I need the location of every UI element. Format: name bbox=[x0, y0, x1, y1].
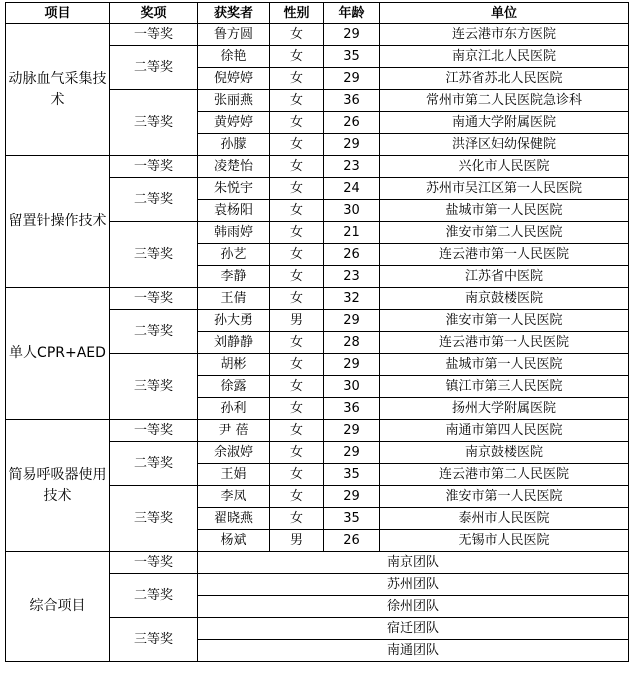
gender-cell: 女 bbox=[270, 178, 324, 200]
winner-name-cell: 鲁方圆 bbox=[198, 24, 270, 46]
project-name-cell: 留置针操作技术 bbox=[6, 156, 110, 288]
unit-cell: 无锡市人民医院 bbox=[380, 530, 629, 552]
unit-cell: 连云港市第一人民医院 bbox=[380, 332, 629, 354]
unit-cell: 连云港市第一人民医院 bbox=[380, 244, 629, 266]
unit-cell: 南京鼓楼医院 bbox=[380, 288, 629, 310]
age-cell: 36 bbox=[324, 398, 380, 420]
award-level-cell: 二等奖 bbox=[110, 442, 198, 486]
award-level-cell: 三等奖 bbox=[110, 618, 198, 662]
winner-name-cell: 孙大勇 bbox=[198, 310, 270, 332]
gender-cell: 女 bbox=[270, 442, 324, 464]
gender-cell: 女 bbox=[270, 200, 324, 222]
unit-cell: 泰州市人民医院 bbox=[380, 508, 629, 530]
award-level-cell: 一等奖 bbox=[110, 156, 198, 178]
gender-cell: 女 bbox=[270, 354, 324, 376]
unit-cell: 镇江市第三人民医院 bbox=[380, 376, 629, 398]
project-name-cell: 综合项目 bbox=[6, 552, 110, 662]
age-cell: 26 bbox=[324, 112, 380, 134]
table-row bbox=[6, 24, 629, 46]
gender-cell: 女 bbox=[270, 266, 324, 288]
age-cell: 24 bbox=[324, 178, 380, 200]
winner-name-cell: 杨斌 bbox=[198, 530, 270, 552]
unit-cell: 盐城市第一人民医院 bbox=[380, 200, 629, 222]
table-row bbox=[6, 420, 629, 442]
winner-name-cell: 李凤 bbox=[198, 486, 270, 508]
unit-cell: 洪泽区妇幼保健院 bbox=[380, 134, 629, 156]
winner-name-cell: 徐露 bbox=[198, 376, 270, 398]
header-age: 年龄 bbox=[324, 3, 380, 24]
unit-cell: 淮安市第一人民医院 bbox=[380, 310, 629, 332]
unit-cell: 盐城市第一人民医院 bbox=[380, 354, 629, 376]
age-cell: 21 bbox=[324, 222, 380, 244]
age-cell: 23 bbox=[324, 156, 380, 178]
winner-name-cell: 黄婷婷 bbox=[198, 112, 270, 134]
award-level-cell: 二等奖 bbox=[110, 178, 198, 222]
unit-cell: 常州市第二人民医院急诊科 bbox=[380, 90, 629, 112]
project-name-cell: 动脉血气采集技术 bbox=[6, 24, 110, 156]
gender-cell: 女 bbox=[270, 420, 324, 442]
project-name-cell: 简易呼吸器使用技术 bbox=[6, 420, 110, 552]
gender-cell: 女 bbox=[270, 68, 324, 90]
header-award: 奖项 bbox=[110, 3, 198, 24]
award-level-cell: 三等奖 bbox=[110, 354, 198, 420]
gender-cell: 女 bbox=[270, 288, 324, 310]
project-name-cell: 单人CPR+AED bbox=[6, 288, 110, 420]
gender-cell: 女 bbox=[270, 24, 324, 46]
winner-name-cell: 韩雨婷 bbox=[198, 222, 270, 244]
age-cell: 35 bbox=[324, 508, 380, 530]
award-level-cell: 一等奖 bbox=[110, 24, 198, 46]
age-cell: 29 bbox=[324, 68, 380, 90]
table-body bbox=[6, 24, 629, 662]
award-level-cell: 一等奖 bbox=[110, 288, 198, 310]
winner-name-cell: 朱悦宇 bbox=[198, 178, 270, 200]
gender-cell: 女 bbox=[270, 508, 324, 530]
unit-cell: 江苏省苏北人民医院 bbox=[380, 68, 629, 90]
age-cell: 30 bbox=[324, 200, 380, 222]
award-level-cell: 三等奖 bbox=[110, 222, 198, 288]
age-cell: 29 bbox=[324, 354, 380, 376]
winner-name-cell: 凌楚怡 bbox=[198, 156, 270, 178]
unit-cell: 苏州市吴江区第一人民医院 bbox=[380, 178, 629, 200]
gender-cell: 女 bbox=[270, 46, 324, 68]
gender-cell: 女 bbox=[270, 464, 324, 486]
unit-cell: 南京鼓楼医院 bbox=[380, 442, 629, 464]
gender-cell: 女 bbox=[270, 332, 324, 354]
award-level-cell: 三等奖 bbox=[110, 486, 198, 552]
header-unit: 单位 bbox=[380, 3, 629, 24]
winner-name-cell: 刘静静 bbox=[198, 332, 270, 354]
age-cell: 29 bbox=[324, 24, 380, 46]
gender-cell: 女 bbox=[270, 156, 324, 178]
winner-name-cell: 孙利 bbox=[198, 398, 270, 420]
table-row bbox=[6, 552, 629, 574]
award-level-cell: 二等奖 bbox=[110, 46, 198, 90]
winner-name-cell: 李静 bbox=[198, 266, 270, 288]
age-cell: 35 bbox=[324, 464, 380, 486]
age-cell: 26 bbox=[324, 530, 380, 552]
header-winner: 获奖者 bbox=[198, 3, 270, 24]
winner-name-cell: 倪婷婷 bbox=[198, 68, 270, 90]
awards-table bbox=[5, 2, 629, 662]
gender-cell: 女 bbox=[270, 222, 324, 244]
unit-cell: 淮安市第一人民医院 bbox=[380, 486, 629, 508]
header-project: 项目 bbox=[6, 3, 110, 24]
table-row bbox=[6, 156, 629, 178]
gender-cell: 男 bbox=[270, 310, 324, 332]
gender-cell: 女 bbox=[270, 244, 324, 266]
team-name-cell: 苏州团队 bbox=[198, 574, 629, 596]
unit-cell: 南通市第四人民医院 bbox=[380, 420, 629, 442]
age-cell: 29 bbox=[324, 442, 380, 464]
team-name-cell: 南通团队 bbox=[198, 640, 629, 662]
age-cell: 29 bbox=[324, 420, 380, 442]
winner-name-cell: 袁杨阳 bbox=[198, 200, 270, 222]
age-cell: 30 bbox=[324, 376, 380, 398]
header-row bbox=[6, 3, 629, 24]
gender-cell: 女 bbox=[270, 112, 324, 134]
gender-cell: 女 bbox=[270, 376, 324, 398]
winner-name-cell: 王娟 bbox=[198, 464, 270, 486]
team-name-cell: 宿迁团队 bbox=[198, 618, 629, 640]
unit-cell: 扬州大学附属医院 bbox=[380, 398, 629, 420]
age-cell: 36 bbox=[324, 90, 380, 112]
unit-cell: 南通大学附属医院 bbox=[380, 112, 629, 134]
winner-name-cell: 孙艺 bbox=[198, 244, 270, 266]
winner-name-cell: 孙朦 bbox=[198, 134, 270, 156]
age-cell: 29 bbox=[324, 486, 380, 508]
gender-cell: 女 bbox=[270, 134, 324, 156]
winner-name-cell: 尹 蓓 bbox=[198, 420, 270, 442]
award-level-cell: 三等奖 bbox=[110, 90, 198, 156]
winner-name-cell: 王倩 bbox=[198, 288, 270, 310]
gender-cell: 女 bbox=[270, 486, 324, 508]
winner-name-cell: 胡彬 bbox=[198, 354, 270, 376]
age-cell: 29 bbox=[324, 134, 380, 156]
award-level-cell: 一等奖 bbox=[110, 420, 198, 442]
award-level-cell: 二等奖 bbox=[110, 310, 198, 354]
table-row bbox=[6, 288, 629, 310]
team-name-cell: 徐州团队 bbox=[198, 596, 629, 618]
award-level-cell: 二等奖 bbox=[110, 574, 198, 618]
winner-name-cell: 徐艳 bbox=[198, 46, 270, 68]
winner-name-cell: 翟晓燕 bbox=[198, 508, 270, 530]
age-cell: 35 bbox=[324, 46, 380, 68]
age-cell: 29 bbox=[324, 310, 380, 332]
winner-name-cell: 张丽燕 bbox=[198, 90, 270, 112]
header-gender: 性别 bbox=[270, 3, 324, 24]
gender-cell: 男 bbox=[270, 530, 324, 552]
unit-cell: 江苏省中医院 bbox=[380, 266, 629, 288]
age-cell: 28 bbox=[324, 332, 380, 354]
unit-cell: 兴化市人民医院 bbox=[380, 156, 629, 178]
unit-cell: 连云港市第二人民医院 bbox=[380, 464, 629, 486]
unit-cell: 南京江北人民医院 bbox=[380, 46, 629, 68]
age-cell: 23 bbox=[324, 266, 380, 288]
unit-cell: 淮安市第二人民医院 bbox=[380, 222, 629, 244]
age-cell: 32 bbox=[324, 288, 380, 310]
age-cell: 26 bbox=[324, 244, 380, 266]
award-level-cell: 一等奖 bbox=[110, 552, 198, 574]
gender-cell: 女 bbox=[270, 90, 324, 112]
gender-cell: 女 bbox=[270, 398, 324, 420]
winner-name-cell: 余淑婷 bbox=[198, 442, 270, 464]
team-name-cell: 南京团队 bbox=[198, 552, 629, 574]
unit-cell: 连云港市东方医院 bbox=[380, 24, 629, 46]
